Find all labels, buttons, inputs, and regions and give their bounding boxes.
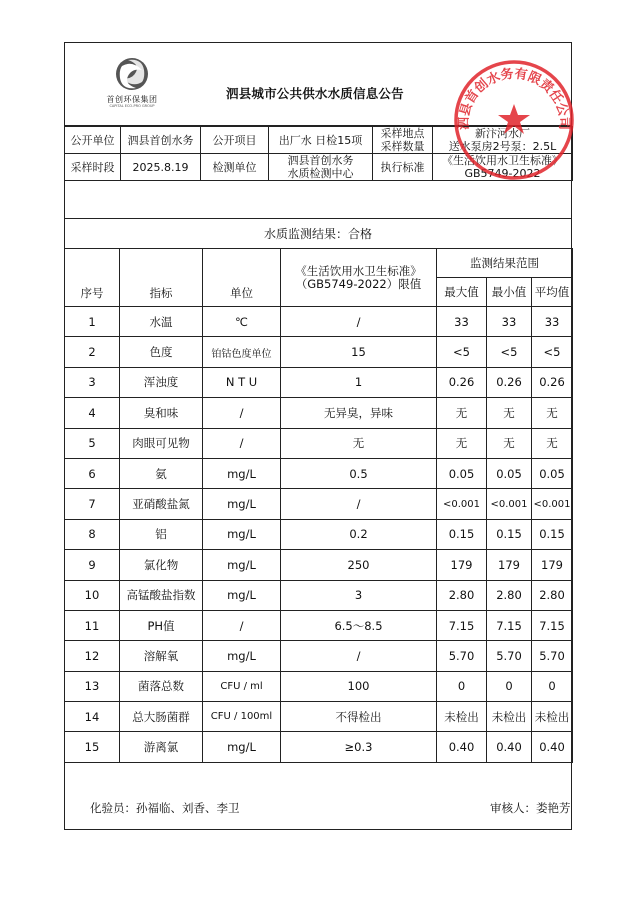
- row-number: 1: [65, 307, 120, 337]
- min-value: 7.15: [487, 610, 532, 640]
- info-value-line: 泗县首创水务: [287, 154, 354, 167]
- table-row: [65, 307, 573, 337]
- indicator-name: 菌落总数: [120, 671, 203, 701]
- limit-cell: 0.2: [281, 519, 437, 549]
- row-number: 12: [65, 641, 120, 671]
- info-label-line: 采样数量: [380, 140, 425, 153]
- info-label-line: 采样地点: [380, 127, 425, 140]
- indicator-name: 溶解氧: [120, 641, 203, 671]
- table-row: [65, 458, 573, 488]
- unit-cell: mg/L: [203, 489, 281, 519]
- table-row: [65, 732, 573, 762]
- unit-cell: /: [203, 610, 281, 640]
- info-value: 泗县首创水务: [121, 127, 201, 154]
- indicator-name: 高锰酸盐指数: [120, 580, 203, 610]
- unit-cell: /: [203, 428, 281, 458]
- table-row: [65, 337, 573, 367]
- min-value: 0.26: [487, 367, 532, 397]
- limit-cell: 100: [281, 671, 437, 701]
- limit-cell: /: [281, 489, 437, 519]
- avg-value: 0.26: [532, 367, 573, 397]
- official-seal-stamp: [448, 54, 580, 186]
- limit-cell: /: [281, 641, 437, 671]
- unit-cell: mg/L: [203, 550, 281, 580]
- max-value: 未检出: [437, 702, 487, 732]
- info-value-line: 《生活饮用水卫生标准》: [442, 154, 563, 167]
- results-table: [64, 248, 573, 763]
- indicator-name: 铝: [120, 519, 203, 549]
- info-label: [373, 127, 433, 154]
- info-value: [269, 154, 373, 181]
- max-value: <0.001: [437, 489, 487, 519]
- table-row: [65, 367, 573, 397]
- logo-text: 首创环保集团: [106, 95, 158, 104]
- min-value: 0.15: [487, 519, 532, 549]
- info-value: 2025.8.19: [121, 154, 201, 181]
- avg-value: 33: [532, 307, 573, 337]
- avg-value: 0: [532, 671, 573, 701]
- max-value: 33: [437, 307, 487, 337]
- avg-value: <0.001: [532, 489, 573, 519]
- row-number: 15: [65, 732, 120, 762]
- unit-cell: N T U: [203, 367, 281, 397]
- min-value: <0.001: [487, 489, 532, 519]
- row-number: 3: [65, 367, 120, 397]
- info-label: 公开单位: [65, 127, 121, 154]
- col-header-limit: [281, 249, 437, 307]
- indicator-name: 氯化物: [120, 550, 203, 580]
- table-row: [65, 671, 573, 701]
- min-value: 0.05: [487, 458, 532, 488]
- indicator-name: 浑浊度: [120, 367, 203, 397]
- limit-cell: 不得检出: [281, 702, 437, 732]
- col-header-max: 最大值: [437, 278, 487, 307]
- row-number: 9: [65, 550, 120, 580]
- table-row: [65, 550, 573, 580]
- row-number: 5: [65, 428, 120, 458]
- svg-text:泗县首创水务有限责任公司: 泗县首创水务有限责任公司: [456, 66, 572, 131]
- avg-value: 0.40: [532, 732, 573, 762]
- min-value: 33: [487, 307, 532, 337]
- min-value: 5.70: [487, 641, 532, 671]
- indicator-name: 臭和味: [120, 398, 203, 428]
- row-number: 10: [65, 580, 120, 610]
- avg-value: 无: [532, 428, 573, 458]
- min-value: 0.40: [487, 732, 532, 762]
- indicator-name: 游离氯: [120, 732, 203, 762]
- table-row: [65, 489, 573, 519]
- info-value-line: 水质检测中心: [287, 167, 354, 180]
- indicator-name: 肉眼可见物: [120, 428, 203, 458]
- max-value: 无: [437, 398, 487, 428]
- avg-value: <5: [532, 337, 573, 367]
- unit-cell: CFU / 100ml: [203, 702, 281, 732]
- row-number: 7: [65, 489, 120, 519]
- unit-cell: /: [203, 398, 281, 428]
- unit-cell: mg/L: [203, 732, 281, 762]
- col-header-indicator: 指标: [120, 249, 203, 307]
- avg-value: 2.80: [532, 580, 573, 610]
- col-header-no: 序号: [65, 249, 120, 307]
- limit-cell: 0.5: [281, 458, 437, 488]
- document-title: 泗县城市公共供水水质信息公告: [226, 86, 404, 101]
- table-row: [65, 428, 573, 458]
- row-number: 2: [65, 337, 120, 367]
- row-number: 8: [65, 519, 120, 549]
- table-row: [65, 398, 573, 428]
- min-value: 无: [487, 428, 532, 458]
- min-value: 179: [487, 550, 532, 580]
- col-header-limit-line: （GB5749-2022）限值: [295, 276, 422, 291]
- avg-value: 无: [532, 398, 573, 428]
- avg-value: 0.15: [532, 519, 573, 549]
- table-row: [65, 610, 573, 640]
- indicator-name: 亚硝酸盐氮: [120, 489, 203, 519]
- testers-line: 化验员：孙福临、刘香、李卫: [90, 801, 240, 815]
- row-number: 11: [65, 610, 120, 640]
- col-header-min: 最小值: [487, 278, 532, 307]
- unit-cell: CFU / ml: [203, 671, 281, 701]
- min-value: 无: [487, 398, 532, 428]
- row-number: 4: [65, 398, 120, 428]
- info-value-line: 送水泵房2号泵：2.5L: [448, 140, 557, 153]
- col-header-unit: 单位: [203, 249, 281, 307]
- max-value: 0: [437, 671, 487, 701]
- max-value: 0.26: [437, 367, 487, 397]
- min-value: 0: [487, 671, 532, 701]
- avg-value: 7.15: [532, 610, 573, 640]
- row-number: 13: [65, 671, 120, 701]
- max-value: 7.15: [437, 610, 487, 640]
- max-value: 0.40: [437, 732, 487, 762]
- table-row: [65, 641, 573, 671]
- info-value: 出厂水 日检15项: [269, 127, 373, 154]
- header-row: [65, 249, 573, 278]
- avg-value: 0.05: [532, 458, 573, 488]
- limit-cell: ≥0.3: [281, 732, 437, 762]
- unit-cell: ℃: [203, 307, 281, 337]
- max-value: <5: [437, 337, 487, 367]
- info-label: 检测单位: [201, 154, 269, 181]
- col-header-avg: 平均值: [532, 278, 573, 307]
- row-number: 6: [65, 458, 120, 488]
- table-row: [65, 580, 573, 610]
- logo-subtext: CAPITAL ECO-PRO GROUP: [109, 104, 155, 108]
- max-value: 179: [437, 550, 487, 580]
- max-value: 0.05: [437, 458, 487, 488]
- info-value-line: 新汴河水厂: [475, 127, 530, 140]
- info-label: 公开项目: [201, 127, 269, 154]
- limit-cell: 250: [281, 550, 437, 580]
- limit-cell: 3: [281, 580, 437, 610]
- indicator-name: PH值: [120, 610, 203, 640]
- limit-cell: 6.5～8.5: [281, 610, 437, 640]
- unit-cell: mg/L: [203, 641, 281, 671]
- unit-cell: mg/L: [203, 458, 281, 488]
- unit-cell: mg/L: [203, 580, 281, 610]
- limit-cell: 1: [281, 367, 437, 397]
- max-value: 无: [437, 428, 487, 458]
- info-label: 采样时段: [65, 154, 121, 181]
- table-row: [65, 702, 573, 732]
- max-value: 2.80: [437, 580, 487, 610]
- limit-cell: 无异臭，异味: [281, 398, 437, 428]
- limit-cell: 15: [281, 337, 437, 367]
- col-header-range: 监测结果范围: [437, 249, 573, 278]
- indicator-name: 氨: [120, 458, 203, 488]
- table-row: [65, 519, 573, 549]
- avg-value: 179: [532, 550, 573, 580]
- unit-cell: 铂钴色度单位: [203, 337, 281, 367]
- info-label: 执行标准: [373, 154, 433, 181]
- min-value: <5: [487, 337, 532, 367]
- col-header-limit-line: 《生活饮用水卫生标准》: [295, 263, 422, 278]
- limit-cell: /: [281, 307, 437, 337]
- limit-cell: 无: [281, 428, 437, 458]
- result-line: 水质监测结果：合格: [64, 218, 572, 248]
- avg-value: 未检出: [532, 702, 573, 732]
- info-value-line: GB5749-2022: [464, 167, 541, 180]
- min-value: 未检出: [487, 702, 532, 732]
- max-value: 0.15: [437, 519, 487, 549]
- unit-cell: mg/L: [203, 519, 281, 549]
- indicator-name: 水温: [120, 307, 203, 337]
- avg-value: 5.70: [532, 641, 573, 671]
- max-value: 5.70: [437, 641, 487, 671]
- indicator-name: 总大肠菌群: [120, 702, 203, 732]
- indicator-name: 色度: [120, 337, 203, 367]
- row-number: 14: [65, 702, 120, 732]
- min-value: 2.80: [487, 580, 532, 610]
- reviewer-line: 审核人：娄艳芳: [490, 801, 571, 815]
